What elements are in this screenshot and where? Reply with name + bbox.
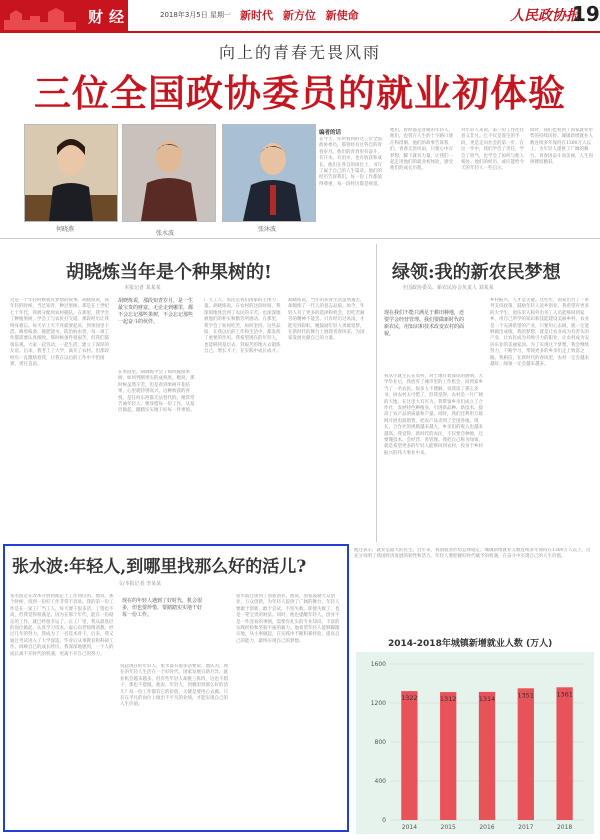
intro-text-col-4: 同时，我们也看到了国家就业形势的持续向好。城镇新增就业人数连续多年保持在1300万人以上，为年轻人提供了广阔的舞台。青春因奋斗而美丽，人生因拼搏而精彩。	[530, 128, 593, 166]
bar-2016	[479, 692, 495, 820]
bar-2014	[401, 691, 417, 820]
article-title-green: 绿领:我的新农民梦想	[392, 262, 561, 283]
page-number: 19	[572, 2, 600, 26]
pull-quote-hu: 胡晓炼说，那段知青岁月，是一生最宝贵的财富。无论走到哪里，都不会忘记那些果树，不会忘记那些一起奋斗的伙伴。	[118, 298, 194, 325]
x-tick-label: 2017	[518, 824, 534, 831]
header-rule	[0, 31, 600, 33]
portrait-image	[25, 125, 117, 221]
article-title-hu: 胡晓炼当年是个种果树的!	[66, 262, 272, 283]
section-divider	[0, 238, 600, 239]
intro-label: 编者的话	[319, 130, 342, 136]
pull-quote-green: 现在我们不能只满足于耕田种地，还要学会经营管理。我们要做新时代的新农民，用知识和技术改变农村的面貌。	[384, 310, 465, 337]
photo-male-member-2	[222, 124, 316, 222]
header-date: 2018年3月5日 星期一	[160, 11, 231, 19]
bar-value-label: 1312	[439, 695, 457, 704]
x-tick-label: 2015	[440, 824, 456, 831]
x-tick-label: 2018	[556, 824, 573, 831]
article-body-hu-col-4: 胡晓炼说，当年的知青生活虽然艰苦，却锻炼了一代人的意志品质。如今，年轻人有了更多的选择和机会，但吃苦耐劳的精神不能丢。只有经历过风雨，才能见到彩虹。她鼓励年轻人勇敢追梦，在新时代的舞台上展现青春风采，为国家发展贡献自己的力量。	[288, 298, 365, 342]
article-body-green-col-1: 我从小就生长在农村，对土地有着深厚的感情。大学毕业后，我放弃了城市里的工作机会，回到家乡当了一名农民。很多人不理解，说我读了那么多书，回农村太可惜了。但我觉得，农村是一片广阔的天地，在这里大有可为。我带领乡亲们成立了合作社，发展特色种植业，引进新品种、新技术，提高了农产品的质量和产量。同时，我们还利用互联网开展电商销售，把农产品卖到了全国各地。现在，合作社的规模越来越大，乡亲们的收入也越来越高。我觉得，新时代的农民，不仅要会种地，还要懂技术、会经营、善管理。我把自己称为绿领，就是希望更多的年轻人能够回到农村，投身于乡村振兴的伟大事业中来。	[384, 374, 483, 456]
article-byline-zhang: 文/本报记者 李某某	[118, 581, 162, 587]
photo-caption: 何晓燕	[56, 226, 75, 233]
y-tick-label: 1200	[370, 700, 386, 707]
article-body-green-col-2: 乡村振兴，人才是关键。这些年，国家出台了一系列支持政策，鼓励年轻人返乡创业。我希望有更多的大学生、退伍军人和外出务工人员能够回到家乡，用自己所学的知识和技能建设美丽乡村。农业是一个充满希望的产业，只要用心去做，就一定能够做出成绩。我的梦想，就是让农业成为有奔头的产业，让农民成为有吸引力的职业，让农村成为安居乐业的美丽家园。为了实现这个梦想，我会继续努力，不断学习，带领更多的乡亲们走上致富之路。我相信，在新时代的春风里，农村一定会越来越好，绿领一定会越来越多。	[490, 298, 589, 368]
x-tick-label: 2016	[479, 824, 495, 831]
y-tick-label: 1600	[370, 661, 386, 668]
header-slogan: 新时代 新方位 新使命	[240, 9, 359, 22]
article-body-zhang-col-2: 说起现在的年轻人，张水波有很多话要说。他认为，现在的年轻人生活在一个好时代，国家发展日新月异，就业机会越来越多。但有些年轻人却挑三拣四，这也不想干，那也不愿做。他说，年轻人，到哪里找那么好的活儿？每一份工作都有它的价值，关键是要用心去做。只有在平凡的岗位上做出不平凡的业绩，才能实现自己的人生价值。	[120, 664, 228, 708]
pull-quote-zhang: 现在的年轻人遇到了好时代，机会很多，但也要珍惜，要踏踏实实地干好每一份工作。	[122, 598, 203, 618]
employment-bar-chart	[356, 652, 594, 838]
article-body-hu-col-3: 广大工人、农民是我们国家的主体力量。胡晓炼说，在农村的这段时间，我深刻地体会到了农民的辛苦，也深深地被他们的朴实和勤劳所感动。在那里，我学会了如何吃苦，如何坚持。这些品质，在我以后的工作和生活中，都发挥了重要的作用。我希望现在的年轻人，也能够到基层去，到艰苦的地方去锻炼自己，增长才干，在实践中成长成才。	[204, 298, 281, 355]
photo-male-member-1	[122, 124, 216, 222]
article-body-hu-col-1: 这是一个年轻时候就有梦想的故事。胡晓炼说，我年轻的时候，当过知青，种过果树。那是在上世纪七十年代，我被分配到农村插队。在那里，我学会了种植果树，学会了与农民打交道。那段经历让我终身难忘。每天早上天不亮就要起床，到果园里干活。修剪枝条、施肥浇水、防治病虫害，每一项工作都需要认真细致。那时候条件很艰苦，但我们都很乐观。大家一起劳动，一起生活，建立了深厚的友谊。后来，我考上了大学，离开了农村。但那段经历一直激励着我，让我在以后的工作中不怕困难，勇往直前。	[10, 298, 109, 368]
intro-text-col-2: 他们，曾经都是普通的年轻人，他们，也曾在人生的十字路口迷茫和徘徊。他们的故事告诉我们，青春无畏风雨，只要心中有梦想，脚下就有力量。让我们一起走进他们的就业初体验，感受他们的成长历程。	[390, 128, 453, 172]
photo-caption: 张水波	[156, 230, 175, 237]
article-byline-hu: 本报记者 某某某	[124, 285, 161, 291]
bar-value-label: 1361	[556, 690, 573, 699]
column-divider	[376, 244, 377, 542]
portrait-image	[123, 125, 215, 221]
portrait-image	[223, 125, 315, 221]
section-title: 财经	[88, 8, 131, 26]
y-tick-label: 0	[382, 817, 386, 824]
y-tick-label: 800	[374, 739, 386, 746]
bar-value-label: 1351	[517, 691, 535, 700]
bar-2017	[518, 688, 534, 820]
article-body-hu-col-2: 在果园里，胡晓炼学会了如何嫁接果树，如何判断果实的成熟度。她说，那时候虽然辛苦，但是看到果树开花结果，心里就特别高兴。这种收获的喜悦，是任何东西都无法替代的。她常常告诫年轻人，要珍惜每一份工作，从基层做起，踏踏实实地干好每一件事情。	[118, 370, 195, 414]
chart-title: 2014-2018年城镇新增就业人数 (万人)	[388, 639, 553, 649]
x-tick-label: 2014	[401, 824, 418, 831]
bar-2018	[556, 687, 572, 820]
photo-female-member	[24, 124, 118, 222]
bar-value-label: 1322	[401, 694, 418, 703]
y-tick-label: 400	[374, 778, 386, 785]
bar-value-label: 1314	[478, 694, 496, 703]
article-body-zhang-col-1: 张水波是在改革开放初期走上工作岗位的。他说，那个时候，找到一份好工作非常不容易。我的第一份工作是在一家工厂当工人，每天要干很多活，工资也不高，但我觉得很满足。因为在那个年代，能有一份稳定的工作，就已经很幸运了。在工厂里，我从最基层的岗位做起，认真学习技术，虚心向老师傅请教。经过几年的努力，我成为了一名技术骨干。后来，我又通过考试进入了大学深造，毕业后从事教育和科研工作。回顾自己的成长经历，我深深地感到，一个人的成长离不开时代的机遇，更离不开自己的努力。	[10, 594, 114, 657]
article-body-zhang-col-3: 张水波还谈到了创新创业。他说，国家鼓励大众创业、万众创新，为年轻人提供了广阔的舞台。年轻人要敢于创新，敢于尝试，不怕失败。即使失败了，也是一笔宝贵的财富。同时，他也提醒年轻人，创业不是一件容易的事情，需要有扎实的专业知识、丰富的实践经验和坚韧不拔的毅力。他希望年轻人能够脚踏实地，从小事做起，在实践中不断积累经验，提高自己的能力，最终实现自己的梦想。	[236, 594, 340, 644]
intro-text-col-1: 在今天，你所看到的这三位全国政协委员，都曾经有过各自的青春岁月。他们的青春里有奋斗、有汗水、有泪水，也有收获和成长。他们在各自的岗位上，书写了属于自己的人生篇章。他们的经历告诉我们，每一份工作都值得尊重，每一段经历都是财富。	[319, 137, 382, 187]
main-headline: 三位全国政协委员的就业初体验	[34, 72, 566, 115]
photo-caption: 张沐波	[258, 226, 277, 233]
article-body-zhang-continued: 他还表示，就业是最大的民生。近年来，我国就业形势总体稳定，城镇新增就业人数连续多年保持在1300万人以上。这充分说明了我国经济发展的韧性和活力。年轻人要把握好时代赋予的机遇，在奋斗中实现自己的人生价值。	[354, 548, 591, 560]
intro-text-col-3: 对年轻人来说，第一份工作往往意义非凡。它不仅是谋生的手段，更是走向社会的第一步。在这一步中，我们学会了责任，学会了担当，也学会了如何与他人相处。他们的经历，或许能给今天的年轻人一些启示。	[461, 128, 524, 172]
kicker: 向上的青春无畏风雨	[218, 43, 381, 62]
article-title-zhang: 张水波:年轻人,到哪里找那么好的活儿?	[12, 557, 307, 577]
article-byline-green: 全国政协委员、新农民协会负责人 刘某某	[402, 285, 494, 291]
newspaper-logo: 人民政协报	[510, 8, 580, 24]
bar-2015	[440, 692, 456, 820]
